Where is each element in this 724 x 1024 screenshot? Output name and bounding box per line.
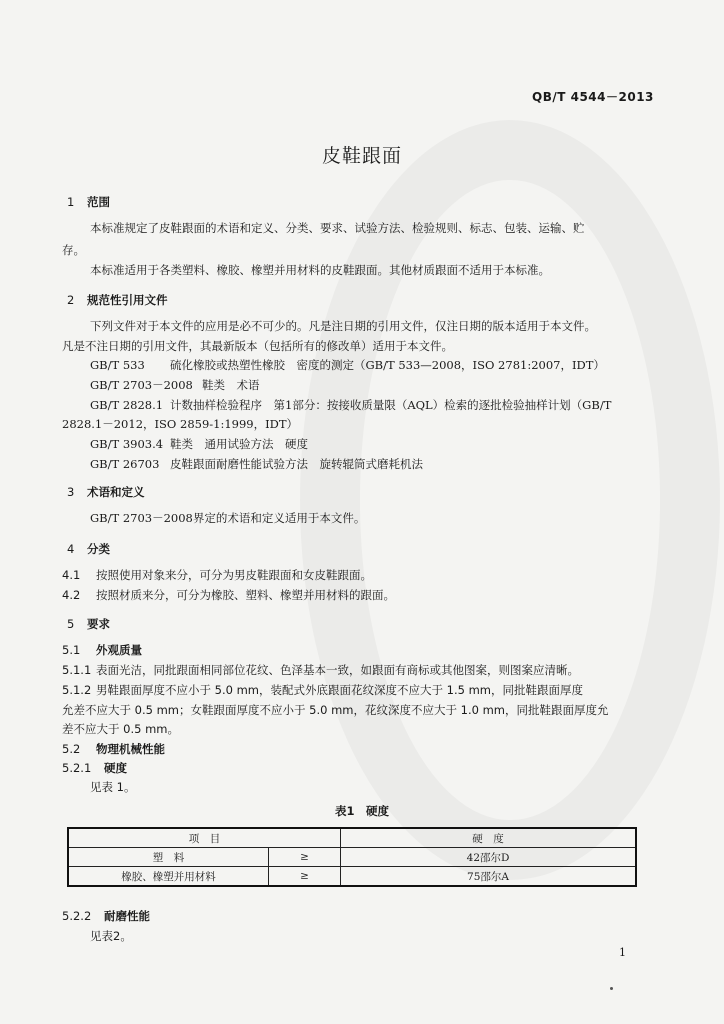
section-4-heading: 4 分类	[67, 542, 110, 556]
table-cell-operator: ≥	[268, 848, 340, 867]
clause-5-1-heading: 5.1 外观质量	[62, 643, 142, 657]
clause-4-1: 4.1 按照使用对象来分，可分为男皮鞋跟面和女皮鞋跟面。	[62, 568, 372, 582]
reference-item: GB/T 533 硫化橡胶或热塑性橡胶 密度的测定（GB/T 533—2008，ISO 2781:2007，IDT）	[90, 358, 605, 372]
section-5-heading: 5 要求	[67, 617, 110, 631]
reference-item: GB/T 2828.1 计数抽样检验程序 第1部分：按接收质量限（AQL）检索的逐批检验抽样计划（GB/T	[90, 398, 612, 412]
clause-5-2-2-text: 见表2。	[90, 929, 132, 943]
table-cell-value: 75邵尔A	[341, 867, 636, 887]
standard-code: QB/T 4544－2013	[532, 90, 654, 104]
table-header-item: 项 目	[68, 828, 341, 848]
clause-4-2: 4.2 按照材质来分，可分为橡胶、塑料、橡塑并用材料的跟面。	[62, 588, 395, 602]
section-1-paragraph-2: 本标准适用于各类塑料、橡胶、橡塑并用材料的皮鞋跟面。其他材质跟面不适用于本标准。	[90, 263, 550, 277]
clause-5-2-1-heading: 5.2.1 硬度	[62, 761, 127, 775]
reference-item-cont: 2828.1－2012，ISO 2859-1:1999，IDT）	[62, 417, 299, 431]
section-3-heading: 3 术语和定义	[67, 485, 145, 499]
table-1-caption: 表1 硬度	[334, 804, 389, 818]
table-header-hardness: 硬 度	[341, 828, 636, 848]
table-row	[68, 867, 636, 887]
reference-item: GB/T 3903.4 鞋类 通用试验方法 硬度	[90, 437, 308, 451]
clause-5-1-2-cont: 允差不应大于 0.5 mm；女鞋跟面厚度不应小于 5.0 mm，花纹深度不应大于 1.0 mm，同批鞋跟面厚度允	[62, 703, 609, 717]
table-header-row	[68, 828, 636, 848]
section-2-paragraph-1-cont: 凡是不注日期的引用文件，其最新版本（包括所有的修改单）适用于本文件。	[62, 339, 453, 353]
page-title: 皮鞋跟面	[321, 145, 402, 167]
section-3-paragraph: GB/T 2703－2008界定的术语和定义适用于本文件。	[90, 511, 366, 525]
reference-item: GB/T 2703－2008 鞋类 术语	[90, 378, 260, 392]
clause-5-2-heading: 5.2 物理机械性能	[62, 742, 165, 756]
clause-5-1-1: 5.1.1 表面光洁，同批跟面相同部位花纹、色泽基本一致，如跟面有商标或其他图案，则图案应清晰。	[62, 663, 579, 677]
table-cell-value: 42邵尔D	[341, 848, 636, 867]
page-number: 1	[619, 946, 626, 959]
table-cell-item: 塑 料	[68, 848, 268, 867]
clause-5-1-2: 5.1.2 男鞋跟面厚度不应小于 5.0 mm，装配式外底跟面花纹深度不应大于 1.5 mm，同批鞋跟面厚度	[62, 683, 584, 697]
table-cell-item: 橡胶、橡塑并用材料	[68, 867, 268, 887]
scan-speck	[610, 987, 613, 990]
clause-5-2-1-text: 见表 1。	[90, 780, 136, 794]
section-1-paragraph-1: 本标准规定了皮鞋跟面的术语和定义、分类、要求、试验方法、检验规则、标志、包装、运输、贮	[90, 221, 585, 235]
section-2-heading: 2 规范性引用文件	[67, 293, 168, 307]
table-row	[68, 848, 636, 867]
section-1-paragraph-1-cont: 存。	[62, 243, 85, 257]
table-cell-operator: ≥	[268, 867, 340, 887]
clause-5-1-2-cont-2: 差不应大于 0.5 mm。	[62, 722, 180, 736]
reference-item: GB/T 26703 皮鞋跟面耐磨性能试验方法 旋转辊筒式磨耗机法	[90, 457, 423, 471]
hardness-table	[67, 827, 637, 887]
section-2-paragraph-1: 下列文件对于本文件的应用是必不可少的。凡是注日期的引用文件，仅注日期的版本适用于本文件。	[90, 319, 596, 333]
section-1-heading: 1 范围	[67, 195, 110, 209]
clause-5-2-2-heading: 5.2.2 耐磨性能	[62, 909, 150, 923]
